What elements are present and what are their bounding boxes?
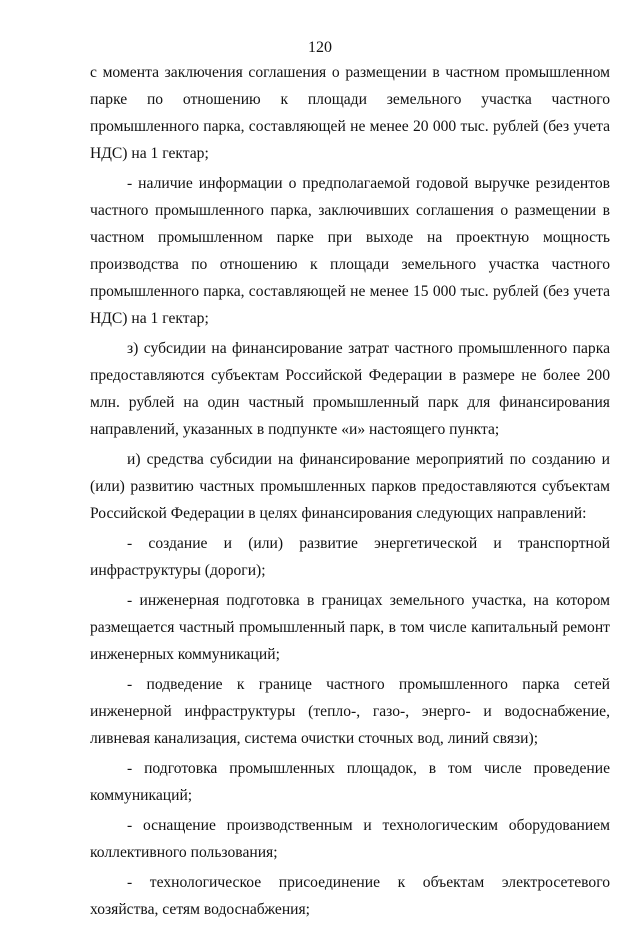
paragraph-3: з) субсидии на финансирование затрат частного промышленного парка предоставляются субъектам Российской Федерации в размере не более 200 млн. рублей на один частный промышленный парк для финансирования направлений, указанных в подпункте «и» настоящего пункта; <box>90 340 610 438</box>
paragraph-8: - подготовка промышленных площадок, в том числе проведение коммуникаций; <box>90 760 610 804</box>
paragraph-6: - инженерная подготовка в границах земельного участка, на котором размещается частный промышленный парк, в том числе капитальный ремонт инженерных коммуникаций; <box>90 592 610 663</box>
paragraph-4: и) средства субсидии на финансирование мероприятий по созданию и (или) развитию частных промышленных парков предоставляются субъектам Российской Федерации в целях финансирования следующих направлений: <box>90 451 610 522</box>
paragraph-1: с момента заключения соглашения о размещении в частном промышленном парке по отношению к площади земельного участка частного промышленного парка, составляющей не менее 20 000 тыс. рублей (без учета НДС) на 1 гектар; <box>90 64 610 162</box>
paragraph-9: - оснащение производственным и технологическим оборудованием коллективного пользования; <box>90 817 610 861</box>
paragraph-2: - наличие информации о предполагаемой годовой выручке резидентов частного промышленного парка, заключивших соглашения о размещении в частном промышленном парке при выходе на проектную мощность производства по отношению к площади земельного участка частного промышленного парка, составляющей не менее 15 000 тыс. рублей (без учета НДС) на 1 гектар; <box>90 175 610 327</box>
paragraph-10: - технологическое присоединение к объектам электросетевого хозяйства, сетям водоснабжения; <box>90 874 610 918</box>
paragraph-7: - подведение к границе частного промышленного парка сетей инженерной инфраструктуры (тепло-, газо-, энерго- и водоснабжение, ливневая канализация, система очистки сточных вод, линий связи); <box>90 676 610 747</box>
paragraph-5: - создание и (или) развитие энергетической и транспортной инфраструктуры (дороги); <box>90 535 610 579</box>
page-number: 120 <box>308 39 332 56</box>
document-body <box>90 59 610 926</box>
